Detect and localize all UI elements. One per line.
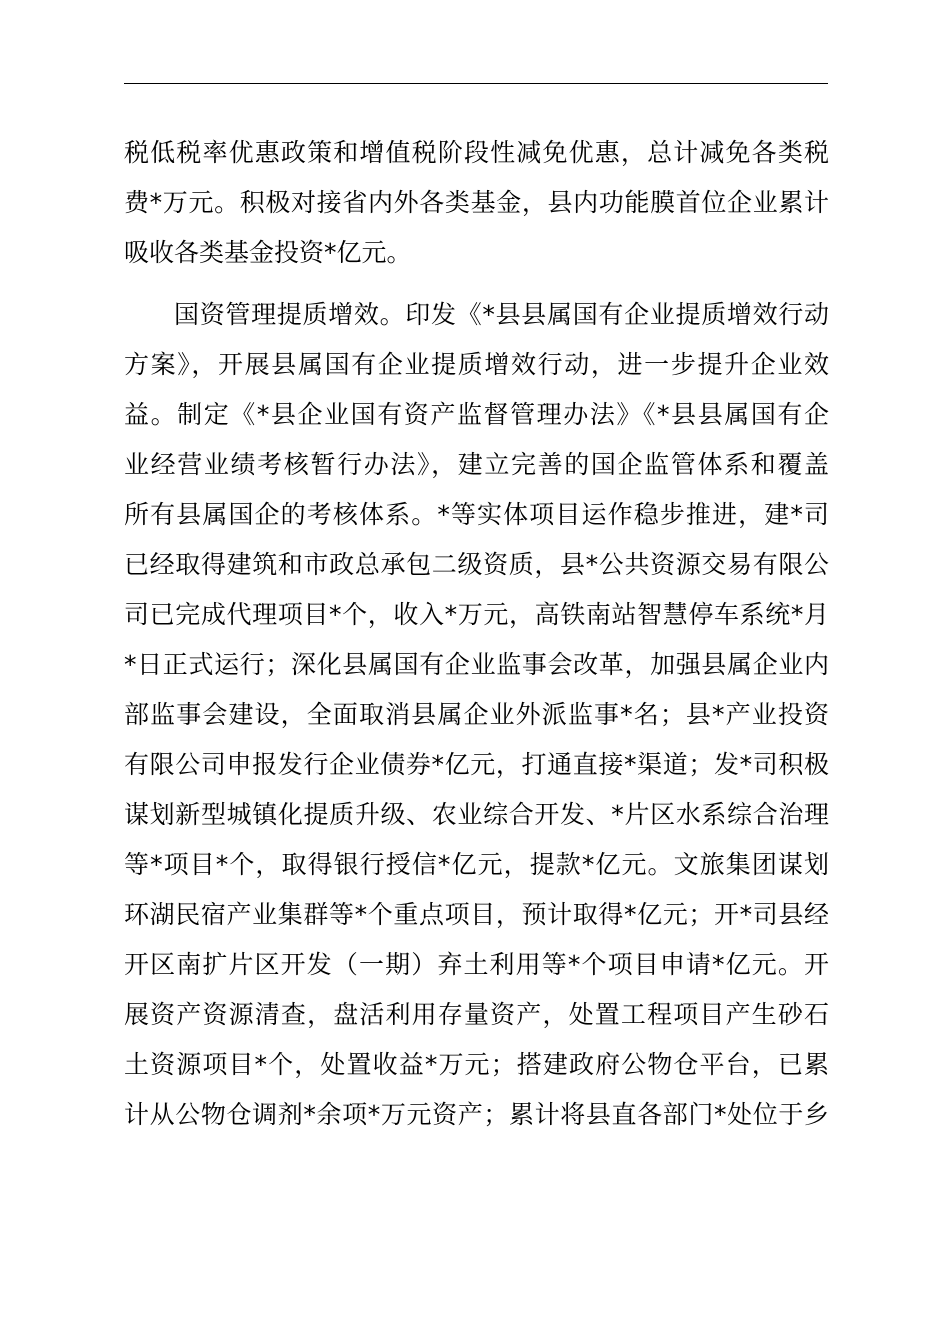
text-line: 税低税率优惠政策和增值税阶段性减免优惠，总计减免各类税	[124, 138, 829, 167]
paragraph-state-assets	[124, 290, 829, 1140]
text-line: 吸收各类基金投资*亿元。	[124, 238, 412, 267]
text-line: 环湖民宿产业集群等*个重点项目，预计取得*亿元；开*司县经	[124, 900, 829, 929]
text-line: 益。制定《*县企业国有资产监督管理办法》《*县县属国有企	[124, 400, 829, 429]
text-line: 部监事会建设，全面取消县属企业外派监事*名；县*产业投资	[124, 700, 829, 729]
text-line: 方案》，开展县属国有企业提质增效行动，进一步提升企业效	[124, 350, 829, 379]
text-line: 已经取得建筑和市政总承包二级资质，县*公共资源交易有限公	[124, 550, 829, 579]
text-line: 土资源项目*个，处置收益*万元；搭建政府公物仓平台，已累	[124, 1050, 829, 1079]
text-line: 所有县属国企的考核体系。*等实体项目运作稳步推进，建*司	[124, 500, 829, 529]
text-line: 计从公物仓调剂*余项*万元资产；累计将县直各部门*处位于乡	[124, 1100, 829, 1129]
text-line: *日正式运行；深化县属国有企业监事会改革，加强县属企业内	[124, 650, 829, 679]
text-line: 费*万元。积极对接省内外各类基金，县内功能膜首位企业累计	[124, 188, 829, 217]
text-line: 有限公司申报发行企业债券*亿元，打通直接*渠道；发*司积极	[124, 750, 829, 779]
paragraph-tax-relief	[124, 128, 829, 278]
text-line: 国资管理提质增效。印发《*县县属国有企业提质增效行动	[174, 300, 829, 329]
text-line: 业经营业绩考核暂行办法》，建立完善的国企监管体系和覆盖	[124, 450, 829, 479]
text-line: 谋划新型城镇化提质升级、农业综合开发、*片区水系综合治理	[124, 800, 829, 829]
text-line: 展资产资源清查，盘活利用存量资产，处置工程项目产生砂石	[124, 1000, 829, 1029]
header-rule	[124, 83, 828, 84]
text-line: 开区南扩片区开发（一期）弃土利用等*个项目申请*亿元。开	[124, 950, 829, 979]
text-line: 司已完成代理项目*个，收入*万元，高铁南站智慧停车系统*月	[124, 600, 829, 629]
text-line: 等*项目*个，取得银行授信*亿元，提款*亿元。文旅集团谋划	[124, 850, 829, 879]
